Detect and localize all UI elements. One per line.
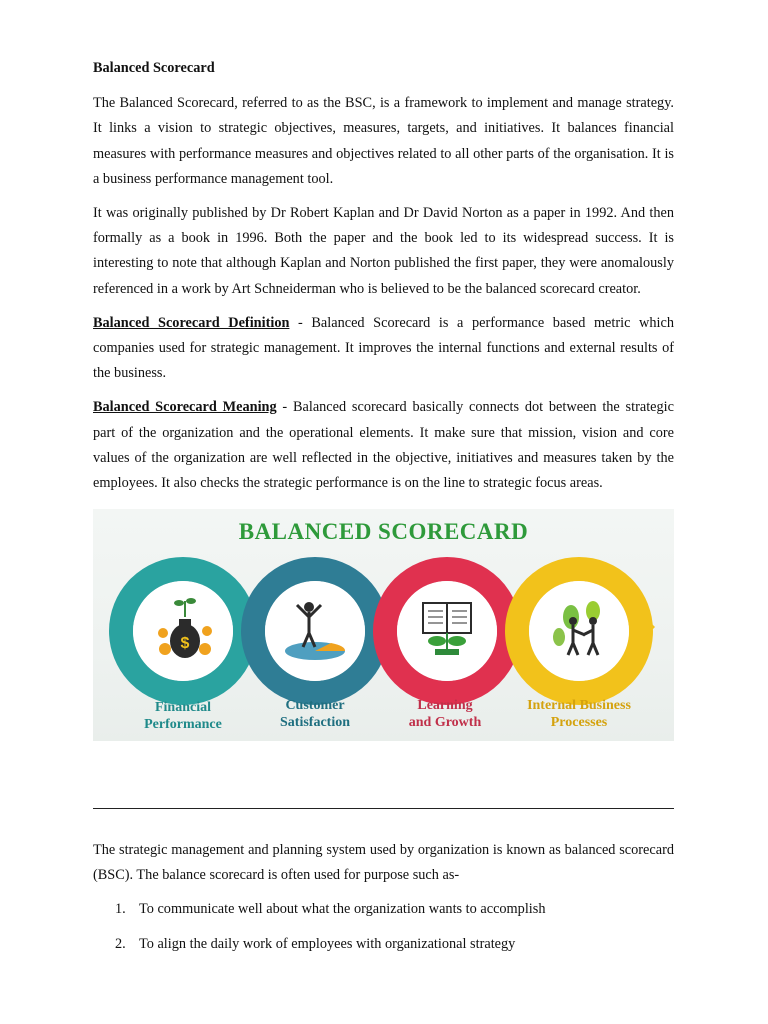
bsc-purpose-paragraph: The strategic management and planning system used by organization is known as balanced scorecard (BSC). The balance scorecard is often used for purpose such as- bbox=[93, 842, 674, 884]
financial-label-line2: Performance bbox=[144, 717, 222, 733]
definition-paragraph bbox=[93, 311, 674, 387]
document-title: Balanced Scorecard bbox=[93, 60, 215, 76]
definition-text: - Balanced Scorecard is a performance based metric which companies used for strategic management. It improves the internal functions and external results of the business. bbox=[93, 314, 674, 382]
customer-label bbox=[250, 697, 380, 731]
list-item-number: 1. bbox=[115, 901, 126, 918]
customer-label-line1: Customer bbox=[285, 698, 345, 714]
learning-label-line1: Learning bbox=[417, 698, 473, 714]
document-body bbox=[93, 56, 674, 741]
definition-term: Balanced Scorecard Definition bbox=[93, 314, 290, 331]
svg-text:$: $ bbox=[180, 635, 190, 653]
bottom-section bbox=[93, 838, 674, 966]
financial-label bbox=[118, 699, 248, 733]
internal-label-line2: Processes bbox=[550, 715, 608, 731]
balanced-scorecard-figure bbox=[93, 509, 674, 741]
meaning-paragraph bbox=[93, 395, 674, 496]
figure-title: BALANCED SCORECARD bbox=[238, 519, 529, 545]
learning-label-line2: and Growth bbox=[408, 715, 482, 731]
financial-label-line1: Financial bbox=[154, 700, 211, 716]
list-item-text: To align the daily work of employees with organizational strategy bbox=[139, 935, 516, 952]
list-item bbox=[93, 932, 674, 957]
history-paragraph: It was originally published by Dr Robert Kaplan and Dr David Norton as a paper in 1992. And then formally as a book in 1996. Both the paper and the book led to its widespread success. It is interesting to note that although Kaplan and Norton published the first paper, they were anomalously referenced in a work by Art Schneiderman who is believed to be the balanced scorecard creator. bbox=[93, 205, 674, 297]
list-item-number: 2. bbox=[115, 935, 126, 952]
list-item bbox=[93, 897, 674, 922]
learning-label bbox=[380, 697, 510, 731]
list-item-text: To communicate well about what the organization wants to accomplish bbox=[139, 901, 546, 918]
customer-ring bbox=[253, 569, 377, 693]
horizontal-divider bbox=[93, 808, 674, 809]
intro-paragraph: The Balanced Scorecard, referred to as the BSC, is a framework to implement and manage strategy. It links a vision to strategic objectives, measures, targets, and initiatives. It balances financial measures with performance measures and objectives related to all other parts of the organisation. It is a business performance management tool. bbox=[93, 95, 674, 187]
internal-label-line1: Internal Business bbox=[527, 698, 631, 714]
internal-label bbox=[514, 697, 644, 731]
customer-label-line2: Satisfaction bbox=[280, 715, 350, 731]
meaning-term: Balanced Scorecard Meaning bbox=[93, 399, 277, 416]
purpose-list bbox=[93, 897, 674, 956]
meaning-text: - Balanced scorecard basically connects dot between the strategic part of the organization and the operational elements. It make sure that mission, vision and core values of the organization are well reflected in the objective, initiatives and measures taken by the employees. It also checks the strategic performance is on the line to strategic focus areas. bbox=[93, 399, 674, 492]
